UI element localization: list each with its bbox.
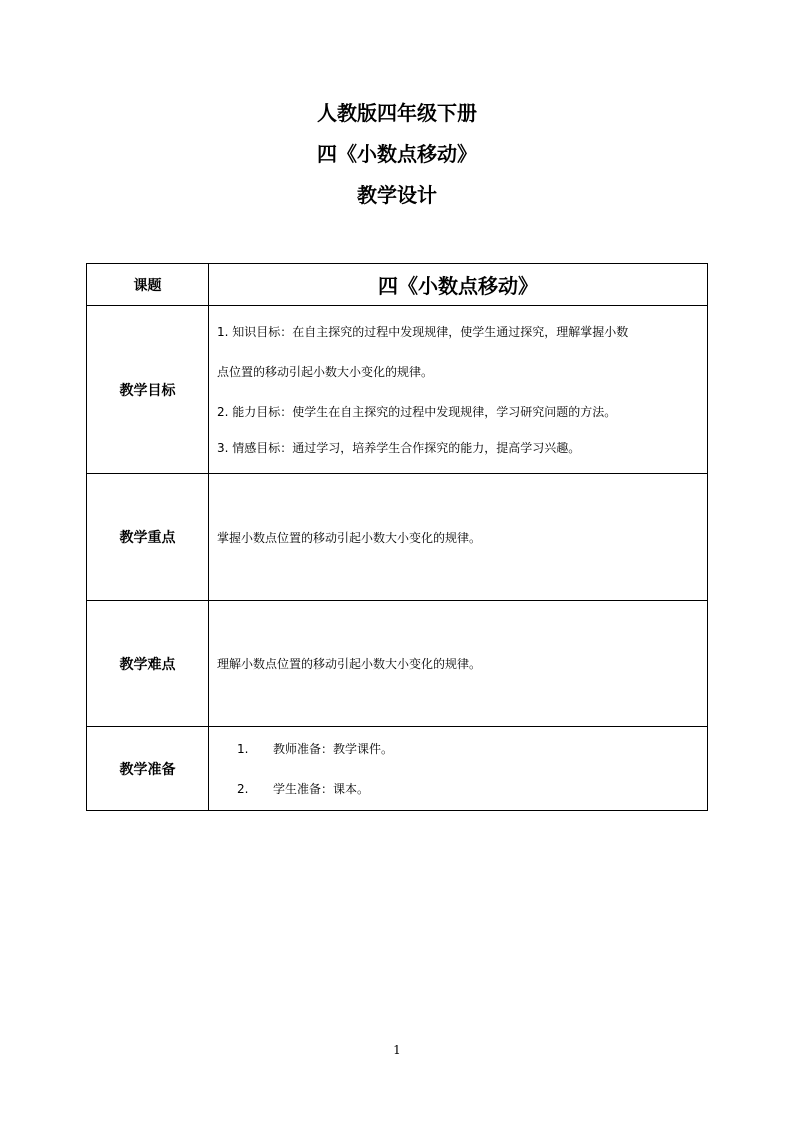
subject-label: 课题 xyxy=(87,264,209,306)
list-item-number: 2. xyxy=(237,781,249,796)
difficulty-label: 教学难点 xyxy=(87,601,209,727)
goal-knowledge-line1: 1. 知识目标：在自主探究的过程中发现规律，使学生通过探究，理解掌握小数 xyxy=(217,324,629,339)
goal-emotion: 3. 情感目标：通过学习，培养学生合作探究的能力，提高学习兴趣。 xyxy=(217,440,581,455)
title-design: 教学设计 xyxy=(357,183,437,207)
list-item-number: 1. xyxy=(237,741,249,756)
lesson-plan-table xyxy=(86,263,708,811)
table-row-difficulty xyxy=(87,601,708,727)
page-number: 1 xyxy=(393,1043,401,1057)
table-row-keypoint xyxy=(87,474,708,601)
preparation-content xyxy=(209,727,708,811)
table-row-subject xyxy=(87,264,708,306)
preparation-label: 教学准备 xyxy=(87,727,209,811)
table-row-goals xyxy=(87,306,708,474)
list-item xyxy=(209,782,707,796)
preparation-list xyxy=(209,742,707,796)
keypoint-value: 掌握小数点位置的移动引起小数大小变化的规律。 xyxy=(209,474,708,601)
difficulty-value: 理解小数点位置的移动引起小数大小变化的规律。 xyxy=(209,601,708,727)
table-row-preparation xyxy=(87,727,708,811)
document-title xyxy=(0,103,794,205)
list-item-text: 教师准备：教学课件。 xyxy=(273,741,394,756)
list-item-text: 学生准备：课本。 xyxy=(273,781,370,796)
goals-label: 教学目标 xyxy=(87,306,209,474)
goal-knowledge-line2: 点位置的移动引起小数大小变化的规律。 xyxy=(217,364,434,379)
list-item xyxy=(209,742,707,756)
title-lesson: 四《小数点移动》 xyxy=(317,142,477,166)
goals-content xyxy=(209,306,708,474)
title-textbook: 人教版四年级下册 xyxy=(317,101,477,125)
keypoint-label: 教学重点 xyxy=(87,474,209,601)
subject-value: 四《小数点移动》 xyxy=(209,264,708,306)
goal-ability: 2. 能力目标：使学生在自主探究的过程中发现规律，学习研究问题的方法。 xyxy=(217,404,617,419)
